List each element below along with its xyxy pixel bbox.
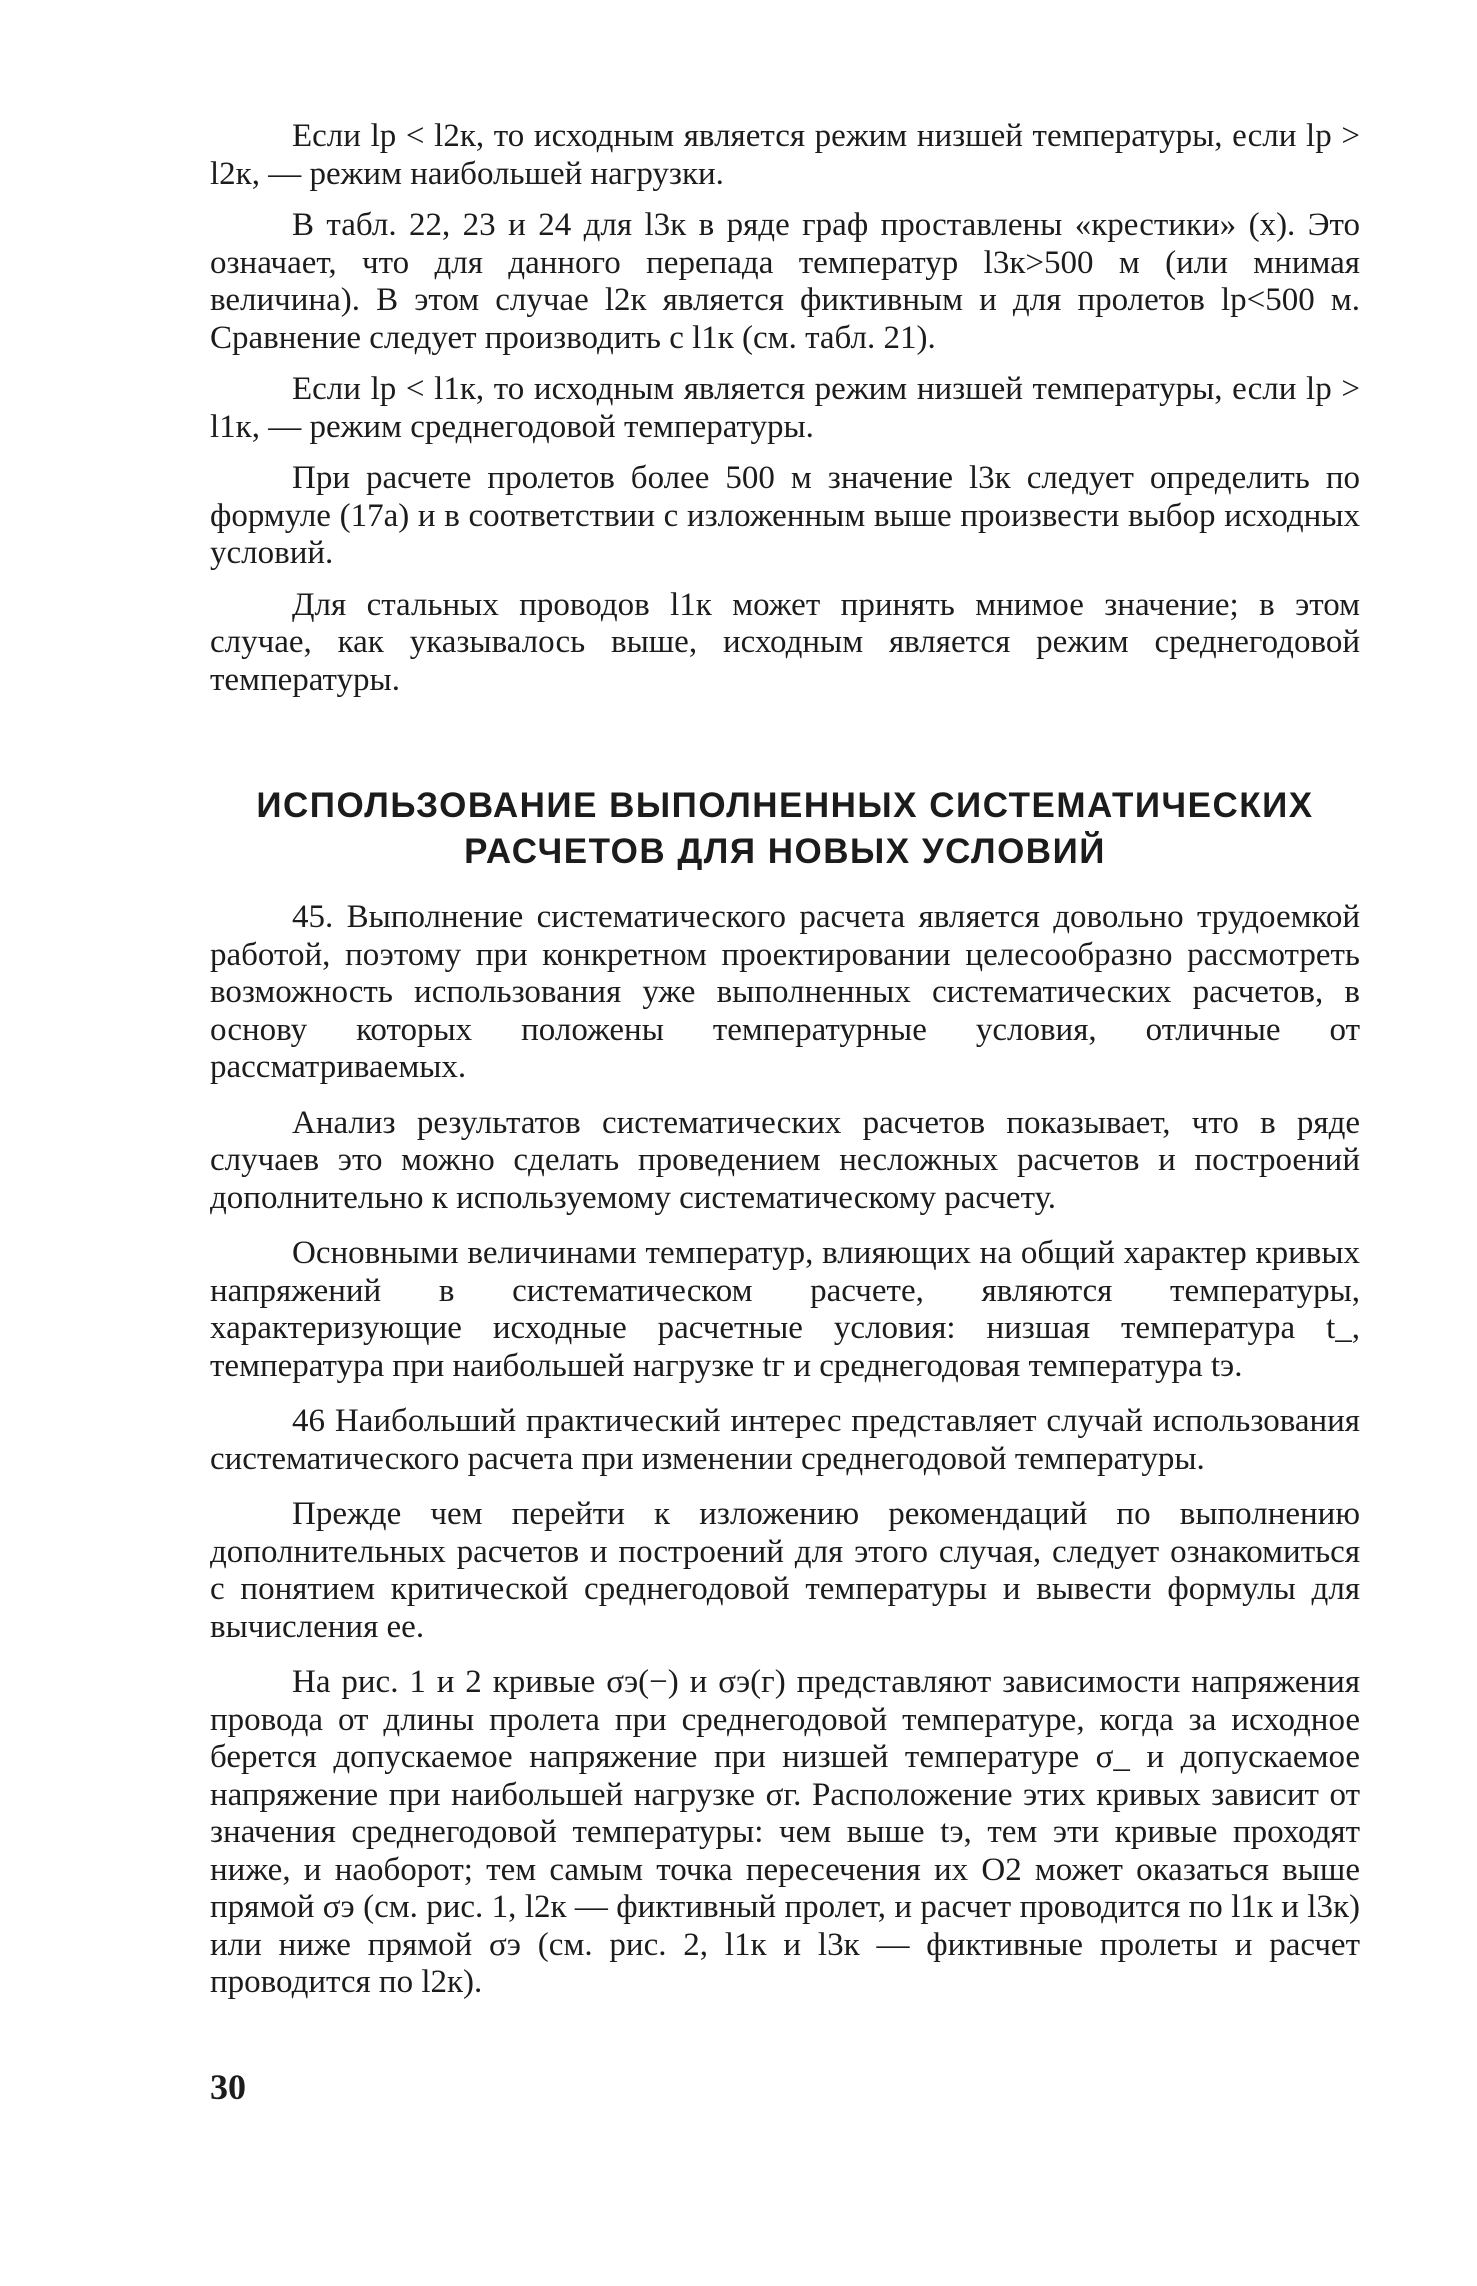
- paragraph-critical-temp: Прежде чем перейти к изложению рекомендаций по выполнению дополнительных расчетов и построений для этого случая, следует ознакомиться с понятием критической среднегодовой температуры и вывести формулы для вычисления ее.: [210, 1496, 1360, 1645]
- paragraph-46: 46 Наибольший практический интерес представляет случай использования систематического расчета при изменении среднегодовой температуры.: [210, 1403, 1360, 1477]
- paragraph-2: В табл. 22, 23 и 24 для l3к в ряде граф проставлены «крестики» (x). Это означает, что для данного перепада температур l3к>500 м (или мнимая величина). В этом случае l2к является фиктивным и для пролетов lp<500 м. Сравнение следует производить с l1к (см. табл. 21).: [210, 207, 1360, 356]
- page-body: [210, 118, 1360, 2020]
- paragraph-temperatures: Основными величинами температур, влияющих на общий характер кривых напряжений в систематическом расчете, являются температуры, характеризующие исходные расчетные условия: низшая температура t_, температура при наибольшей нагрузке tг и среднегодовая температура tэ.: [210, 1235, 1360, 1384]
- paragraph-45: 45. Выполнение систематического расчета является довольно трудоемкой работой, поэтому при конкретном проектировании целесообразно рассмотреть возможность использования уже выполненных систематических расчетов, в основу которых положены температурные условия, отличные от рассматриваемых.: [210, 899, 1360, 1085]
- paragraph-curves: На рис. 1 и 2 кривые σэ(−) и σэ(г) представляют зависимости напряжения провода от длины пролета при среднегодовой температуре, когда за исходное берется допускаемое напряжение при низшей температуре σ_ и допускаемое напряжение при наибольшей нагрузке σг. Расположение этих кривых зависит от значения среднегодовой температуры: чем выше tэ, тем эти кривые проходят ниже, и наоборот; тем самым точка пересечения их O2 может оказаться выше прямой σэ (см. рис. 1, l2к — фиктивный пролет, и расчет проводится по l1к и l3к) или ниже прямой σэ (см. рис. 2, l1к и l3к — фиктивные пролеты и расчет проводится по l2к).: [210, 1664, 1360, 2000]
- section-heading-line-1: ИСПОЛЬЗОВАНИЕ ВЫПОЛНЕННЫХ СИСТЕМАТИЧЕСКИХ: [256, 786, 1314, 825]
- paragraph-5: Для стальных проводов l1к может принять мнимое значение; в этом случае, как указывалось выше, исходным является режим среднегодовой температуры.: [210, 586, 1360, 698]
- paragraph-3: Если lp < l1к, то исходным является режим низшей температуры, если lp > l1к, — режим среднегодовой температуры.: [210, 371, 1360, 445]
- paragraph-1: Если lp < l2к, то исходным является режим низшей температуры, если lp > l2к, — режим наибольшей нагрузки.: [210, 118, 1360, 192]
- section-heading-line-2: РАСЧЕТОВ ДЛЯ НОВЫХ УСЛОВИЙ: [464, 832, 1106, 871]
- paragraph-analysis: Анализ результатов систематических расчетов показывает, что в ряде случаев это можно сделать проведением несложных расчетов и построений дополнительно к используемому систематическому расчету.: [210, 1104, 1360, 1216]
- page-number: 30: [210, 2067, 246, 2107]
- section-heading: [210, 783, 1360, 875]
- paragraph-4: При расчете пролетов более 500 м значение l3к следует определить по формуле (17а) и в соответствии с изложенным выше произвести выбор исходных условий.: [210, 460, 1360, 571]
